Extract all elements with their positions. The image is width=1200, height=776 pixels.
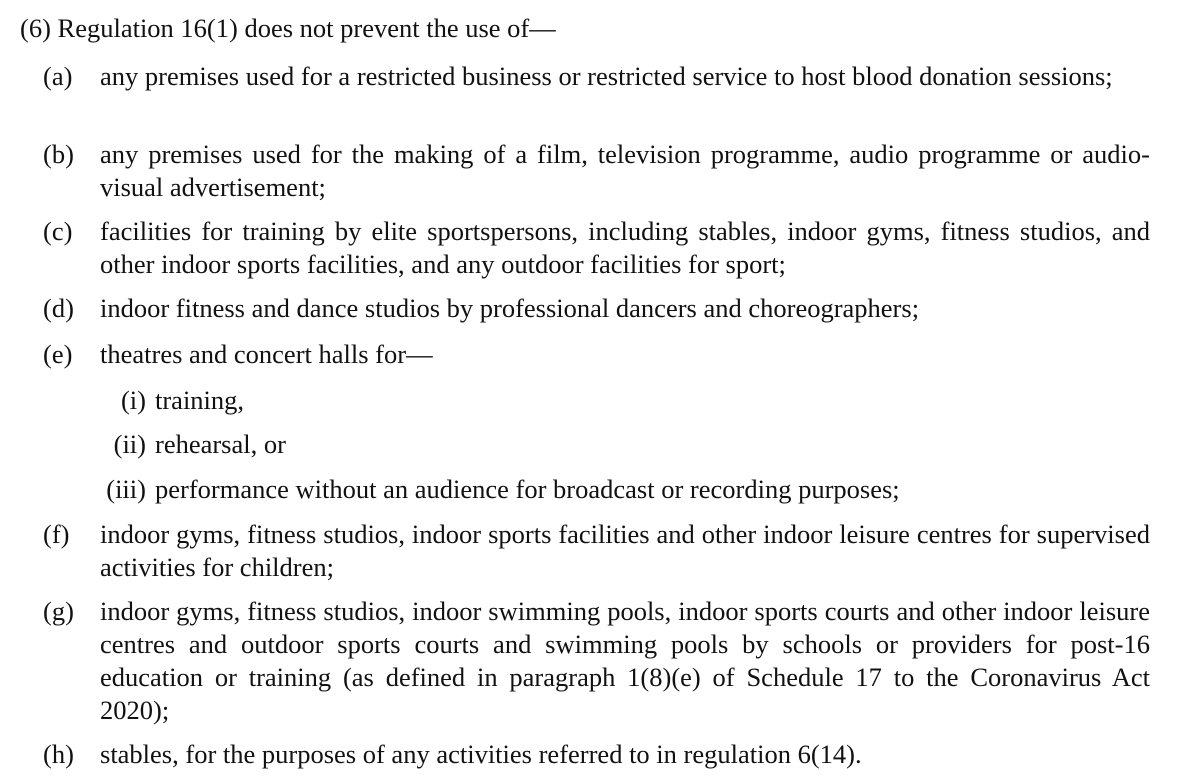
item-label: (f) <box>43 519 70 549</box>
sub-item-text: rehearsal, or <box>155 429 286 459</box>
item-label: (h) <box>43 739 74 769</box>
sub-item-text: training, <box>155 385 245 415</box>
item-label: (a) <box>43 61 73 91</box>
item-text: stables, for the purposes of any activities referred to in regulation 6(14). <box>100 739 862 769</box>
item-label: (c) <box>43 216 73 246</box>
item-label: (b) <box>43 139 74 169</box>
item-text: indoor fitness and dance studios by professional dancers and choreographers; <box>100 293 920 323</box>
sub-item-label: (ii) <box>113 429 146 459</box>
item-label: (g) <box>43 596 74 626</box>
paragraph-heading: (6) Regulation 16(1) does not prevent the use of— <box>20 13 556 43</box>
item-text: indoor gyms, fitness studios, indoor sports facilities and other indoor leisure centres for supervised activities for children; <box>100 519 1150 582</box>
item-text: theatres and concert halls for— <box>100 339 433 369</box>
item-text: facilities for training by elite sportspersons, including stables, indoor gyms, fitness studios, and other indoor sports facilities, and any outdoor facilities for sport; <box>100 216 1150 279</box>
item-label: (e) <box>43 339 73 369</box>
sub-item-text: performance without an audience for broadcast or recording purposes; <box>155 474 900 504</box>
sub-item-label: (i) <box>120 385 146 415</box>
item-label: (d) <box>43 293 74 323</box>
sub-item-label: (iii) <box>106 474 146 504</box>
item-text: indoor gyms, fitness studios, indoor swimming pools, indoor sports courts and other indoor leisure centres and outdoor sports courts and swimming pools by schools or providers for post-16 education or training (as defined in paragraph 1(8)(e) of Schedule 17 to the Coronavirus Act 2020); <box>100 596 1150 725</box>
item-text: any premises used for the making of a film, television programme, audio programme or audio-visual advertisement; <box>100 139 1150 202</box>
item-text: any premises used for a restricted business or restricted service to host blood donation sessions; <box>100 61 1113 91</box>
